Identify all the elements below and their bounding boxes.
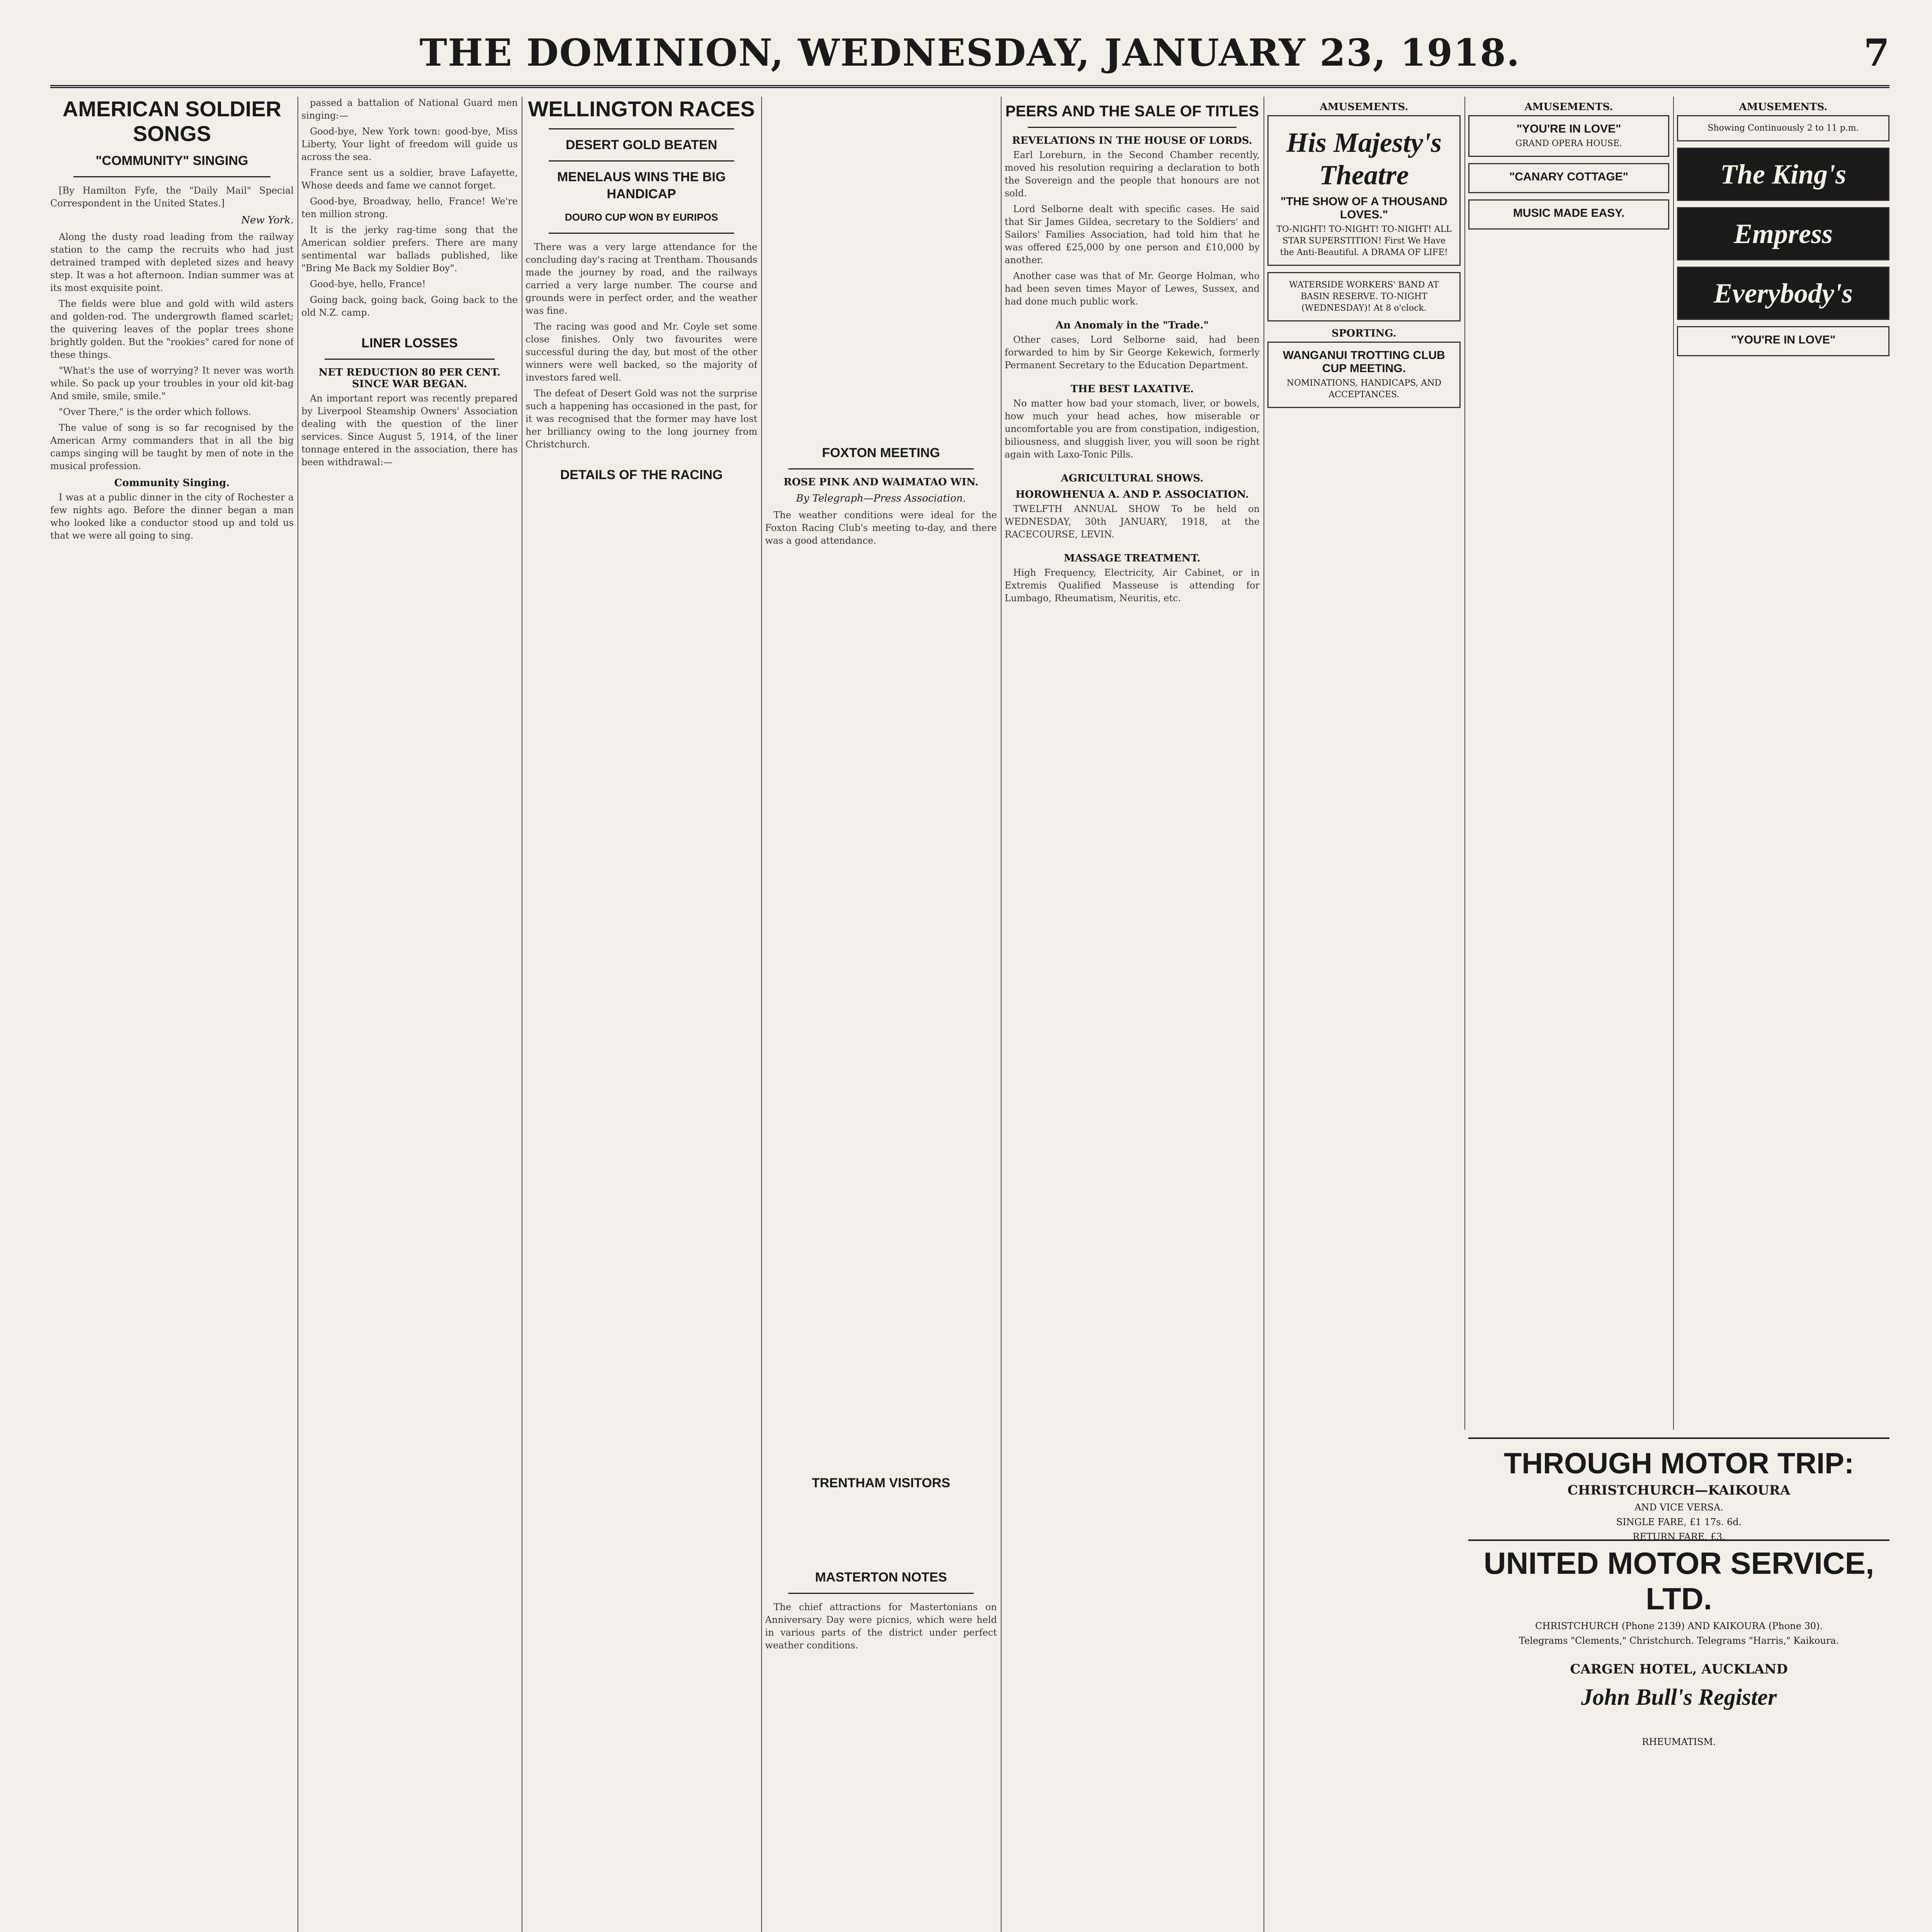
divider (1028, 127, 1236, 128)
divider (788, 468, 974, 469)
section-head: AMUSEMENTS. (1320, 101, 1408, 113)
ad-youre-in-love (1468, 115, 1669, 157)
ad-text: TO-NIGHT! TO-NIGHT! TO-NIGHT! ALL STAR SUPERSTITION! First We Have the Anti-Beautiful. A DRAMA OF LIFE! (1276, 224, 1452, 257)
section-head: AGRICULTURAL SHOWS. (1061, 473, 1204, 484)
subheadline: "COMMUNITY" SINGING (95, 153, 248, 168)
masthead (50, 27, 1889, 88)
section-head: AMUSEMENTS. (1739, 101, 1828, 113)
article-wellington-races (526, 97, 757, 1932)
article-peers (1005, 97, 1260, 1932)
byline: By Telegraph—Press Association. (796, 493, 966, 504)
paragraph: The chief attractions for Mastertonians on Anniversary Day were picnics, which were held in various parts of the district under perfect weather conditions. (765, 1602, 997, 1651)
ad-headline: UNITED MOTOR SERVICE, LTD. (1483, 1546, 1874, 1616)
paragraph: Other cases, Lord Selborne said, had been forwarded to him by Sir George Kekewich, formerly Permanent Secretary to the Education Department. (1005, 334, 1260, 371)
section-head: MASSAGE TREATMENT. (1064, 553, 1201, 564)
paragraph: No matter how bad your stomach, liver, or bowels, how much your head aches, how miserable or uncomfortable you are from constipation, indigestion, biliousness, and sluggish liver, you will soon be right again with Laxo-Tonic Pills. (1005, 398, 1260, 460)
headline: FOXTON MEETING (822, 446, 940, 460)
paragraph: Lord Selborne dealt with specific cases. He said that Sir James Gildea, secretary to the Soldiers' and Sailors' Families Association, had told him that he was offered £25,000 by one person and £10,000 by another. (1005, 204, 1260, 265)
ad-title: WANGANUI TROTTING CLUB CUP MEETING. (1283, 349, 1445, 375)
ad-trotting (1267, 342, 1461, 408)
section-head: An Anomaly in the "Trade." (1055, 320, 1209, 331)
paragraph: I was at a public dinner in the city of Rochester a few nights ago. Before the dinner began a man who looked like a conductor stood up and told us that we were all going to sing. (50, 492, 294, 541)
deck: DOURO CUP WON BY EURIPOS (565, 211, 718, 223)
divider (788, 1593, 974, 1594)
ad-his-majestys (1267, 115, 1461, 266)
ad-cinema-hours (1677, 115, 1889, 141)
paragraph: High Frequency, Electricity, Air Cabinet, or in Extremis Qualified Masseuse is attending for Lumbago, Rheumatism, Neuritis, etc. (1005, 567, 1260, 604)
register-logo: John Bull's Register (1581, 1684, 1777, 1710)
theatre-logo: Empress (1733, 218, 1833, 249)
paragraph: An important report was recently prepared by Liverpool Steamship Owners' Association dealing with the question of the liner services. Since August 5, 1914, of the liner tonnage entered in the association, there has been withdrawal:— (301, 393, 518, 468)
article-poem-liner (301, 97, 518, 1932)
column-rule (1464, 97, 1465, 1430)
column-rule (1673, 97, 1674, 1430)
divider (549, 128, 734, 129)
show-title: "CANARY COTTAGE" (1509, 170, 1628, 183)
article-soldier-songs (50, 97, 294, 1932)
theatre-logo: Everybody's (1714, 278, 1853, 309)
verse: Good-bye, New York town: good-bye, Miss Liberty, Your light of freedom will guide us across the sea. (301, 126, 518, 162)
return-fare: RETURN FARE, £3. (1633, 1531, 1725, 1542)
headline: LINER LOSSES (361, 336, 458, 350)
page-number: 7 (1864, 31, 1889, 75)
ad-subhead: RHEUMATISM. (1642, 1736, 1716, 1747)
ad-headline: THROUGH MOTOR TRIP: (1503, 1447, 1854, 1480)
paragraph: The weather conditions were ideal for the Foxton Racing Club's meeting to-day, and there was a good attendance. (765, 510, 997, 546)
subheadline: REVELATIONS IN THE HOUSE OF LORDS. (1012, 135, 1252, 146)
column-rule (1001, 97, 1002, 1932)
ad-title: MUSIC MADE EASY. (1513, 207, 1625, 219)
paragraph: The defeat of Desert Gold was not the surprise such a happening has occasioned in the past, for it was recognised that the former may have lost her brilliancy owing to the long journey from Christchurch. (526, 388, 757, 450)
paragraph: The fields were blue and gold with wild asters and golden-rod. The undergrowth flamed scarlet; the quivering leaves of the poplar trees shone brightly golden. But the "rookies" cared for none of these things. (50, 298, 294, 360)
section-head: DETAILS OF THE RACING (560, 468, 723, 482)
paragraph: There was a very large attendance for the concluding day's racing at Trentham. Thousands made the journey by road, and the railways carried a very large number. The course and grounds were in perfect order, and the weather was fine. (526, 242, 757, 316)
paragraph: The racing was good and Mr. Coyle set some close finishes. Only two favourites were successful during the day, but most of the other winners were well backed, so the majority of investors fared well. (526, 321, 757, 383)
column-rule (761, 97, 762, 1932)
hotel-title: CARGEN HOTEL, AUCKLAND (1570, 1662, 1788, 1677)
ad-everybodys (1677, 267, 1889, 320)
ad-band (1267, 272, 1461, 321)
ad-canary-cottage (1468, 163, 1669, 193)
verse: Going back, going back, Going back to the old N.Z. camp. (301, 294, 518, 318)
headline: MASTERTON NOTES (815, 1570, 947, 1585)
ad-text: CHRISTCHURCH (Phone 2139) AND KAIKOURA (Phone 30). (1535, 1621, 1823, 1631)
paragraph: passed a battalion of National Guard men singing:— (301, 97, 518, 121)
section-head: THE BEST LAXATIVE. (1070, 383, 1194, 395)
amusements-column-c (1677, 97, 1889, 1430)
theatre-logo: His Majesty's Theatre (1286, 127, 1442, 190)
theatre-logo: The King's (1720, 159, 1847, 190)
paragraph: Another case was that of Mr. George Holman, who had been seven times Mayor of Lewes, Sussex, and had done much public work. (1005, 270, 1260, 307)
ad-music (1468, 199, 1669, 230)
headline: TRENTHAM VISITORS (811, 1476, 951, 1490)
article-foxton (765, 97, 997, 1932)
paragraph: "What's the use of worrying? It never was worth while. So pack up your troubles in your old kit-bag And smile, smile, smile." (50, 365, 294, 401)
amusements-column-a (1267, 97, 1461, 1932)
verse: Good-bye, Broadway, hello, France! We're ten million strong. (301, 196, 518, 219)
deck: MENELAUS WINS THE BIG HANDICAP (557, 170, 726, 201)
section-head: Community Singing. (114, 477, 230, 489)
divider (325, 359, 495, 360)
amusements-column-b (1468, 97, 1669, 1430)
divider (73, 176, 270, 177)
single-fare: SINGLE FARE, £1 17s. 6d. (1616, 1517, 1742, 1527)
ad-subhead: CHRISTCHURCH—KAIKOURA (1567, 1483, 1791, 1498)
paragraph: It is the jerky rag-time song that the American soldier prefers. There are many sentimental war ballads published, like "Bring Me Back my Soldier Boy". (301, 224, 518, 274)
subheadline: NET REDUCTION 80 PER CENT. SINCE WAR BEGAN. (318, 367, 501, 390)
ad-text: NOMINATIONS, HANDICAPS, AND ACCEPTANCES. (1286, 378, 1442, 400)
paragraph: "Over There," is the order which follows. (59, 406, 252, 417)
newspaper-title: THE DOMINION, WEDNESDAY, JANUARY 23, 1918. (419, 31, 1520, 75)
ad-empress (1677, 207, 1889, 260)
divider (549, 160, 734, 162)
subheadline: HOROWHENUA A. AND P. ASSOCIATION. (1015, 489, 1249, 500)
paragraph: Along the dusty road leading from the railway station to the camp the recruits who had just detrained tramped with depleted sizes and heavy step. It was a hot afternoon. Indian summer was at its most exquisite point. (50, 231, 294, 293)
show-title: "YOU'RE IN LOVE" (1731, 333, 1836, 346)
paragraph: TWELFTH ANNUAL SHOW To be held on WEDNESDAY, 30th JANUARY, 1918, at the RACECOURSE, LEVIN. (1005, 503, 1260, 540)
paragraph: The value of song is so far recognised by the American Army commanders that in all the big camps singing will be taught by men of note in the musical profession. (50, 422, 294, 471)
ad-text: Showing Continuously 2 to 11 p.m. (1708, 123, 1859, 133)
ad-united-motor-service (1468, 1546, 1889, 1747)
ad-through-motor-trip (1468, 1437, 1889, 1541)
divider (549, 233, 734, 234)
verse: France sent us a soldier, brave Lafayette, Whose deeds and fame we cannot forget. (301, 167, 518, 191)
show-title: "YOU'RE IN LOVE" (1516, 122, 1621, 135)
dateline: New York. (241, 214, 294, 226)
ad-text: WATERSIDE WORKERS' BAND AT BASIN RESERVE. TO-NIGHT (WEDNESDAY)! At 8 o'clock. (1289, 280, 1439, 313)
ad-text: GRAND OPERA HOUSE. (1515, 139, 1622, 148)
ad-text: Telegrams "Clements," Christchurch. Telegrams "Harris," Kaikoura. (1519, 1635, 1839, 1646)
show-title: "THE SHOW OF A THOUSAND LOVES." (1281, 195, 1447, 221)
paragraph: Earl Loreburn, in the Second Chamber recently, moved his resolution requiring a declaration to both the Sovereign and the people that honours are not sold. (1005, 150, 1260, 199)
ad-youre-in-love-2 (1677, 326, 1889, 356)
byline: [By Hamilton Fyfe, the "Daily Mail" Special Correspondent in the United States.] (50, 185, 294, 209)
ad-kings (1677, 148, 1889, 201)
verse: Good-bye, hello, France! (310, 279, 426, 289)
deck: DESERT GOLD BEATEN (565, 138, 718, 152)
subheadline: ROSE PINK AND WAIMATAO WIN. (783, 476, 979, 488)
section-head: SPORTING. (1332, 328, 1396, 339)
ad-text: AND VICE VERSA. (1634, 1502, 1723, 1513)
headline: PEERS AND THE SALE OF TITLES (1005, 103, 1259, 120)
headline: AMERICAN SOLDIER SONGS (62, 97, 282, 146)
headline: WELLINGTON RACES (528, 97, 755, 121)
section-head: AMUSEMENTS. (1524, 101, 1613, 113)
